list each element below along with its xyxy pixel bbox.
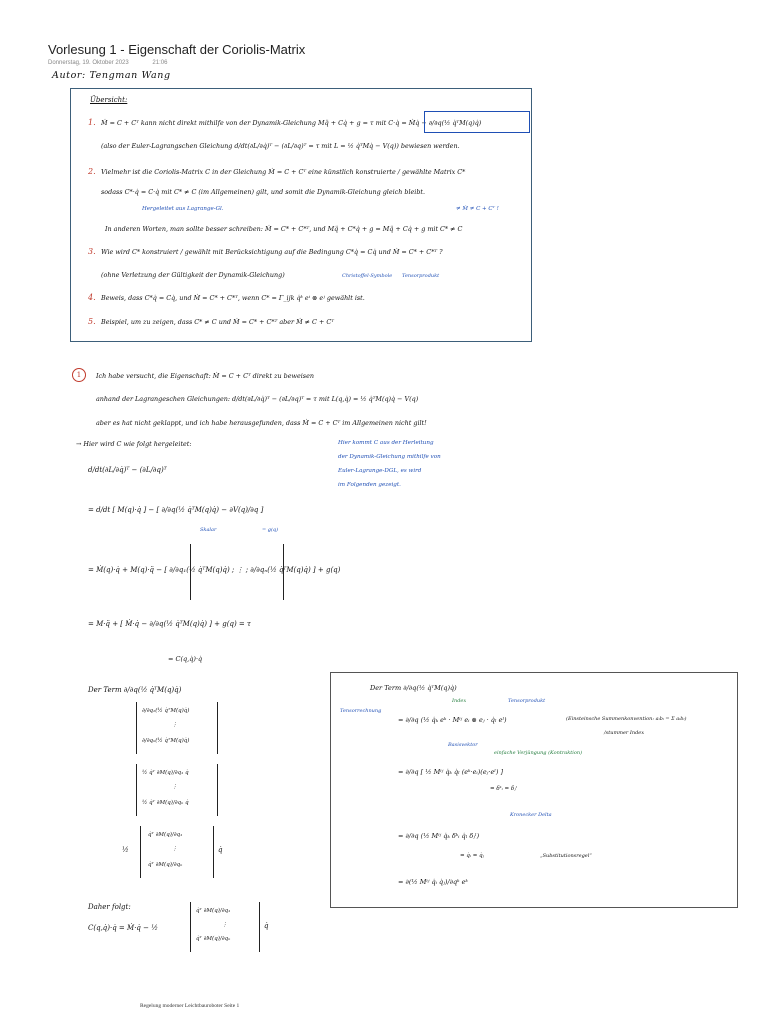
daher-folgt: Daher folgt:	[88, 903, 131, 911]
page-time: 21:06	[152, 60, 168, 66]
term-right-eq-6: = ∂(½ Mⁱʲ q̇ᵢ q̇ⱼ)/∂qᵏ eᵏ	[398, 878, 468, 886]
section-1-line-4: → Hier wird C wie folgt hergeleitet:	[76, 440, 192, 448]
label-kronecker: Kronecker Delta	[510, 812, 552, 818]
item-1-text: Ṁ = C + Cᵀ kann nicht direkt mithilfe von der Dynamik-Gleichung Mq̈ + Cq̇ + g = τ mit C·q̇ = Ṁq̇ − ∂/∂q(½ q̇ᵀM(q)q̇)	[101, 119, 482, 127]
eq-step-3: = M·q̈ + [ Ṁ·q̇ − ∂/∂q(½ q̇ᵀM(q)q̇) ] + g(q) = τ	[88, 620, 251, 628]
term-right-eq-4: = ∂/∂q (½ Mⁱʲ q̇ₖ δᵏᵢ q̇ₗ δⱼˡ)	[398, 832, 480, 840]
term-right-eq-1: = ∂/∂q (½ q̇ₖ eᵏ · Mⁱʲ eᵢ ⊗ eⱼ · q̇ₗ eˡ)	[398, 716, 507, 724]
matrix-1-row-1: ∂/∂q₁(½ q̇ᵀM(q)q̇)	[142, 708, 190, 714]
eq-step-2: = Ṁ(q)·q̇ + M(q)·q̈ − [ ∂/∂q₁(½ q̇ᵀM(q)q̇) ; ⋮ ; ∂/∂qₙ(½ q̇ᵀM(q)q̇) ] + g(q)	[88, 566, 341, 574]
section-1-line-2: anhand der Lagrangeschen Gleichungen: d/dt(∂L/∂q̇)ᵀ − (∂L/∂q)ᵀ = τ mit L(q,q̇) = ½ q̇ᵀM(q)q̇ − V(q)	[96, 395, 419, 403]
label-index: Index	[452, 698, 467, 704]
final-eq: C(q,q̇)·q̇ = Ṁ·q̇ − ½	[88, 924, 158, 932]
label-stumm: /stummer Index	[604, 730, 645, 736]
matrix-1-row-3: ∂/∂qₙ(½ q̇ᵀM(q)q̇)	[142, 738, 190, 744]
term-right-box	[330, 672, 738, 908]
eq-step-1: = d/dt [ M(q)·q̇ ] − [ ∂/∂q(½ q̇ᵀM(q)q̇) − ∂V(q)/∂q ]	[88, 506, 264, 514]
label-tensorprodukt-r: Tensorprodukt	[508, 698, 546, 704]
eq-lagrange: d/dt(∂L/∂q̇)ᵀ − (∂L/∂q)ᵀ	[88, 466, 167, 474]
blue-note-2: der Dynamik-Gleichung mithilfe von	[338, 454, 441, 460]
final-matrix-row-1: q̇ᵀ ∂M(q)/∂q₁	[196, 908, 231, 914]
section-1-line-3: aber es hat nicht geklappt, und ich habe herausgefunden, dass Ṁ = C + Cᵀ im Allgemeinen nicht gilt!	[96, 419, 427, 427]
label-verjuengung: einfache Verjüngung (Kontraktion)	[494, 750, 583, 756]
item-5-num: 5.	[88, 317, 96, 326]
blue-note-1: Hier kommt C aus der Herleitung	[338, 440, 434, 446]
bracket-step-2	[190, 544, 284, 600]
term-right-eq-2: = ∂/∂q [ ½ Mⁱʲ q̇ₖ q̇ₗ (eᵏ·eᵢ)(eⱼ·eˡ) ]	[398, 768, 504, 776]
matrix-3-row-2: ⋮	[172, 846, 178, 852]
item-1-highlight	[424, 111, 530, 133]
half-factor: ½	[122, 846, 129, 854]
section-1-marker: 1	[72, 368, 86, 382]
matrix-3-row-3: q̇ᵀ ∂M(q)/∂qₙ	[148, 862, 183, 868]
item-5-text: Beispiel, um zu zeigen, dass C* ≠ C und Ṁ = C* + C*ᵀ aber Ṁ ≠ C + Cᵀ	[101, 318, 334, 326]
page-title: Vorlesung 1 - Eigenschaft der Coriolis-Matrix	[48, 42, 306, 57]
eq-c-term: = C(q,q̇)·q̇	[168, 655, 203, 663]
term-left-heading: Der Term ∂/∂q(½ q̇ᵀM(q)q̇)	[88, 686, 182, 694]
page-date: Donnerstag, 19. Oktober 2023	[48, 60, 129, 66]
term-right-heading: Der Term ∂/∂q(½ q̇ᵀM(q)q̇)	[370, 684, 457, 692]
item-1-num: 1.	[88, 118, 96, 127]
item-2-text: Vielmehr ist die Coriolis-Matrix C in der Gleichung Ṁ = C + Cᵀ eine künstlich konstruierte / gewählte Matrix C*	[101, 168, 466, 176]
matrix-2-row-3: ½ q̇ᵀ ∂M(q)/∂qₙ q̇	[142, 800, 189, 806]
author-line: Autor: Tengman Wang	[52, 70, 171, 81]
final-matrix-row-3: q̇ᵀ ∂M(q)/∂qₙ	[196, 936, 231, 942]
blue-note-4: im Folgenden gezeigt.	[338, 482, 401, 488]
label-basisvektor: Basisvektor	[448, 742, 478, 748]
final-matrix-row-2: ⋮	[222, 922, 228, 928]
note-hergeleitet: Hergeleitet aus Lagrange-Gl.	[142, 206, 224, 212]
label-einstein: (Einsteinsche Summenkonvention: aᵢbᵢ = Σ aᵢbᵢ)	[566, 716, 687, 722]
item-2c-text: In anderen Worten, man sollte besser schreiben: Ṁ = C* + C*ᵀ, und Mq̈ + C*q̇ + g = Mq̈ + Cq̇ + g mit C* ≠ C	[105, 225, 463, 233]
item-4-num: 4.	[88, 293, 96, 302]
item-2b-text: sodass C*·q̇ = C·q̇ mit C* ≠ C (im Allgemeinen) gilt, und somit die Dynamik-Gleichung gleich bleibt.	[101, 188, 426, 196]
item-2-num: 2.	[88, 167, 96, 176]
note-right: ≠ Ṁ ≠ C + Cᵀ !	[456, 206, 499, 212]
matrix-1-row-2: ⋮	[172, 722, 178, 728]
item-3-num: 3.	[88, 247, 96, 256]
matrix-3-row-1: q̇ᵀ ∂M(q)/∂q₁	[148, 832, 183, 838]
section-1-line-1: Ich habe versucht, die Eigenschaft: Ṁ = C + Cᵀ direkt zu beweisen	[96, 372, 314, 380]
label-gq: = g(q)	[262, 527, 279, 533]
term-right-eq-5: = q̇ᵢ = q̇ⱼ	[460, 853, 485, 859]
page-footer: Regelung moderner Leichtbauroboter Seite 1	[140, 1003, 240, 1009]
item-4-text: Beweis, dass C*q̇ = Cq̇, und Ṁ = C* + C*ᵀ, wenn C* = Γ_ijk q̇ᵏ eⁱ ⊗ eʲ gewählt ist.	[101, 294, 365, 302]
matrix-2-row-2: ⋮	[172, 784, 178, 790]
label-substitution: „Substitutionsregel“	[540, 853, 592, 859]
note-tensorprodukt: Tensorprodukt	[402, 273, 440, 279]
matrix-2-row-1: ½ q̇ᵀ ∂M(q)/∂q₁ q̇	[142, 770, 189, 776]
item-3-text: Wie wird C* konstruiert / gewählt mit Berücksichtigung auf die Bedingung C*q̇ = Cq̇ und Ṁ = C* + C*ᵀ ?	[101, 248, 443, 256]
blue-note-3: Euler-Lagrange-DGL, es wird	[338, 468, 422, 474]
overview-heading: Übersicht:	[90, 96, 128, 104]
final-qdot: q̇	[264, 922, 269, 930]
qdot-factor: q̇	[218, 846, 223, 854]
item-3b-text: (ohne Verletzung der Gültigkeit der Dynamik-Gleichung)	[101, 271, 285, 279]
label-tensorrechnung: Tensorrechnung	[340, 708, 382, 714]
note-christoffel: Christoffel-Symbole	[342, 273, 393, 279]
item-1b-text: (also der Euler-Lagrangschen Gleichung d/dt(∂L/∂q̇)ᵀ − (∂L/∂q)ᵀ = τ mit L = ½ q̇ᵀMq̇ − V(q)) bewiesen werden.	[101, 142, 460, 150]
page-meta	[48, 60, 189, 66]
term-right-eq-3: = δᵏᵢ = δⱼˡ	[490, 786, 517, 792]
label-skalar: Skalar	[200, 527, 217, 533]
